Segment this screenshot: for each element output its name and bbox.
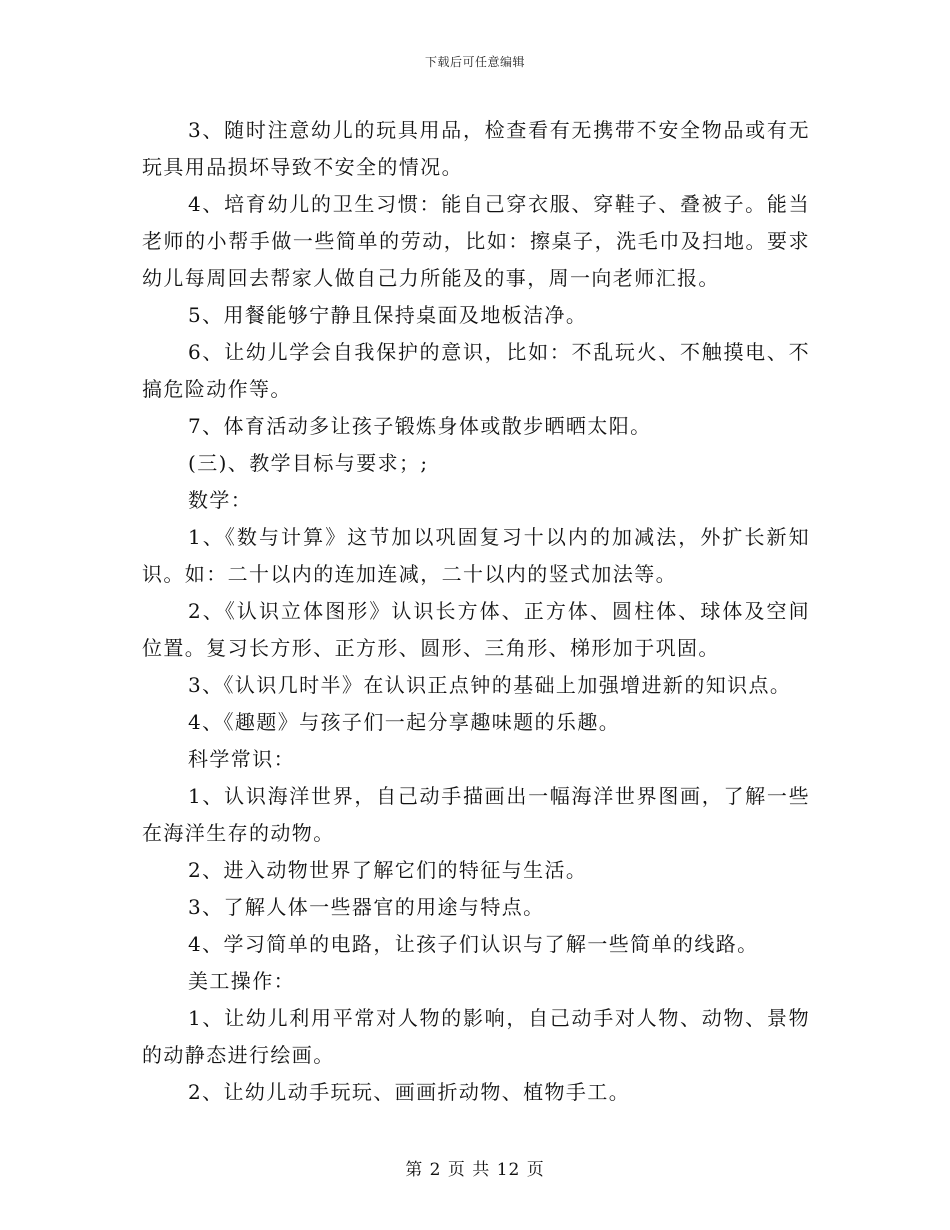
paragraph: 6、让幼儿学会自我保护的意识，比如：不乱玩火、不触摸电、不搞危险动作等。	[142, 340, 810, 401]
subsection-heading-art: 美工操作：	[188, 969, 295, 993]
paragraph: 4、培育幼儿的卫生习惯：能自己穿衣服、穿鞋子、叠被子。能当老师的小帮手做一些简单的劳动，比如：擦桌子，洗毛巾及扫地。要求幼儿每周回去帮家人做自己力所能及的事，周一向老师汇报。	[142, 192, 810, 290]
paragraph: 3、随时注意幼儿的玩具用品，检查看有无携带不安全物品或有无玩具用品损坏导致不安全的情况。	[142, 118, 810, 179]
paragraph: 1、《数与计算》这节加以巩固复习十以内的加减法，外扩长新知识。如：二十以内的连加连减，二十以内的竖式加法等。	[142, 525, 810, 586]
paragraph: 1、认识海洋世界，自己动手描画出一幅海洋世界图画，了解一些在海洋生存的动物。	[142, 784, 810, 845]
section-heading: (三)、教学目标与要求；;	[188, 451, 429, 475]
paragraph: 3、《认识几时半》在认识正点钟的基础上加强增进新的知识点。	[188, 673, 792, 697]
paragraph: 3、了解人体一些器官的用途与特点。	[188, 895, 545, 919]
paragraph: 2、进入动物世界了解它们的特征与生活。	[188, 858, 588, 882]
page-header: 下载后可任意编辑	[424, 55, 525, 69]
subsection-heading-math: 数学：	[188, 488, 253, 512]
subsection-heading-science: 科学常识：	[188, 747, 295, 771]
paragraph: 4、学习简单的电路，让孩子们认识与了解一些简单的线路。	[188, 932, 759, 956]
paragraph: 4、《趣题》与孩子们一起分享趣味题的乐趣。	[188, 710, 621, 734]
paragraph: 1、让幼儿利用平常对人物的影响，自己动手对人物、动物、景物的动静态进行绘画。	[142, 1006, 810, 1067]
document-body	[142, 112, 810, 1111]
paragraph: 2、让幼儿动手玩玩、画画折动物、植物手工。	[188, 1080, 631, 1104]
paragraph: 7、体育活动多让孩子锻炼身体或散步晒晒太阳。	[188, 414, 652, 438]
paragraph: 5、用餐能够宁静且保持桌面及地板洁净。	[188, 303, 588, 327]
page-footer: 第 2 页 共 12 页	[405, 1160, 545, 1180]
paragraph: 2、《认识立体图形》认识长方体、正方体、圆柱体、球体及空间位置。复习长方形、正方形、圆形、三角形、梯形加于巩固。	[142, 599, 810, 660]
